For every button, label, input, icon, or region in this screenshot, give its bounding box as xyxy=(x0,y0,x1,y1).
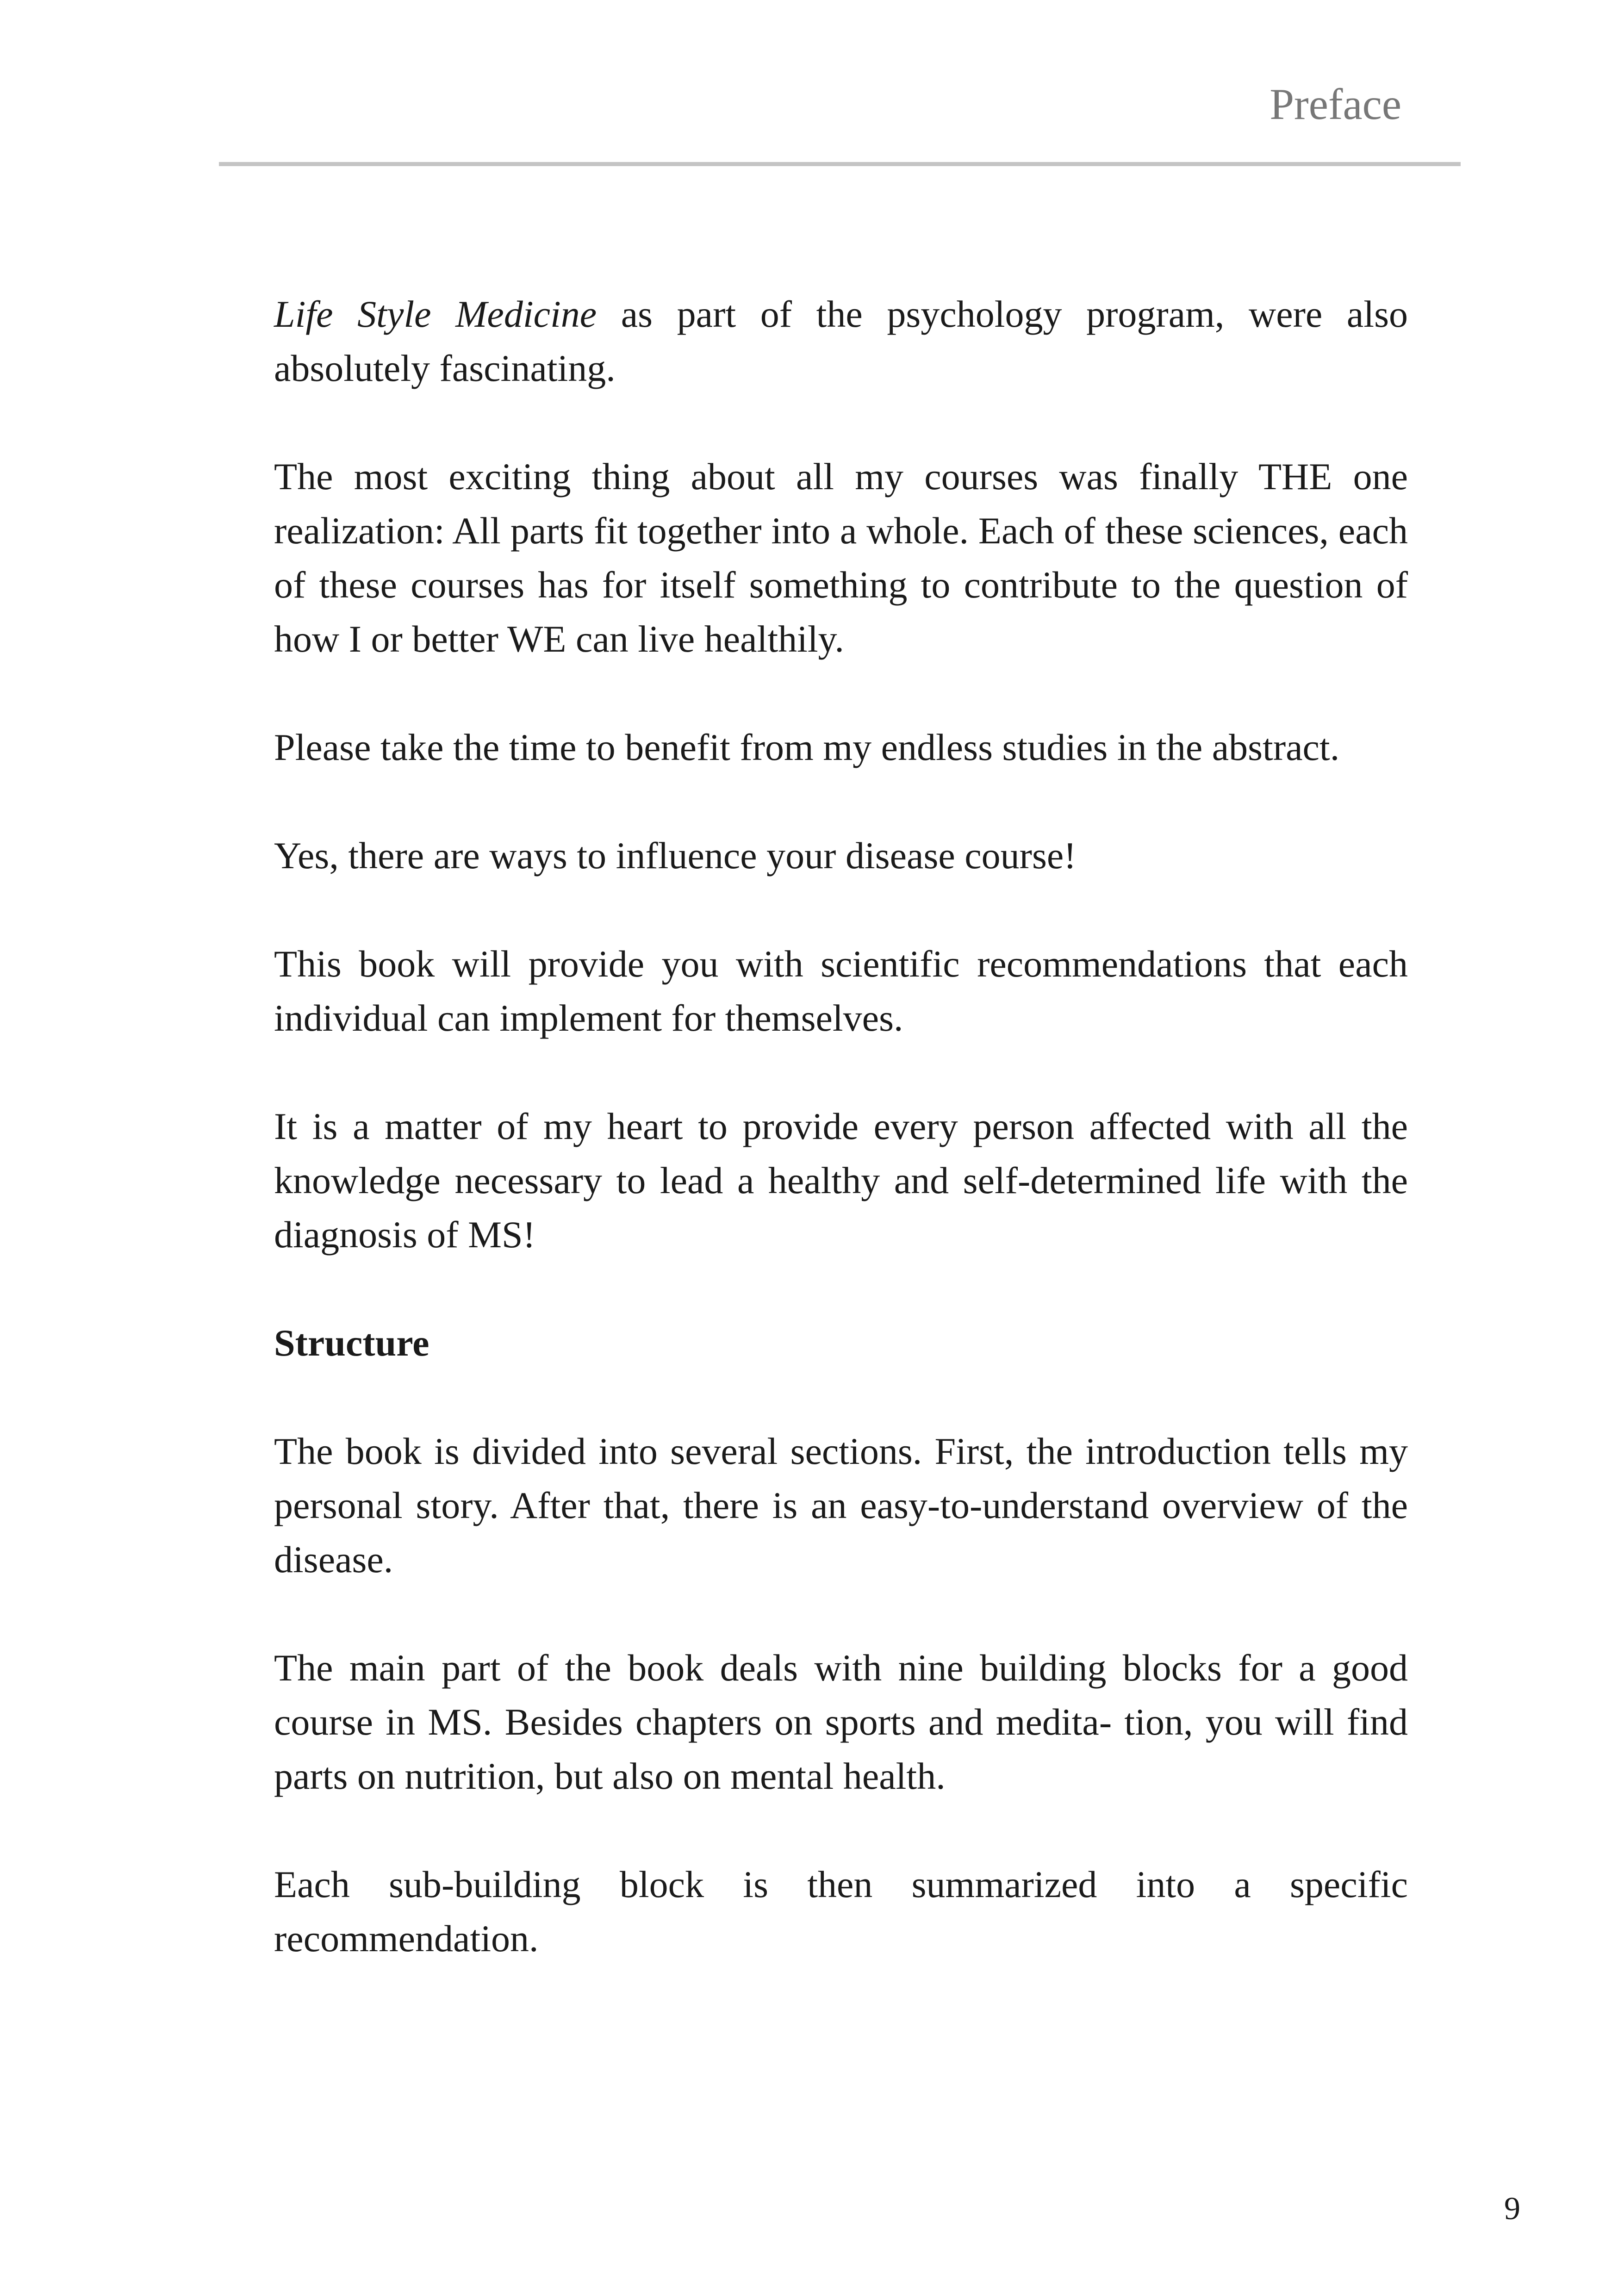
page-number: 9 xyxy=(1504,2191,1520,2227)
paragraph-structure-sections: The book is divided into several sections. First, the introduction tells my personal story. After that, there is an easy-to-understand overview of the disease. xyxy=(274,1430,1408,1580)
paragraph-lifestyle-medicine xyxy=(274,287,1408,395)
paragraph-heart-matter: It is a matter of my heart to provide every person affected with all the knowledge necessary to lead a healthy and self-determined life with the diagnosis of MS! xyxy=(274,1105,1408,1256)
running-header-title: Preface xyxy=(1270,80,1401,129)
section-heading-structure: Structure xyxy=(274,1322,429,1364)
page-body xyxy=(274,287,1408,1966)
paragraph-influence: Yes, there are ways to influence your disease course! xyxy=(274,834,1077,877)
header-divider xyxy=(219,162,1461,166)
paragraph-benefit: Please take the time to benefit from my endless studies in the abstract. xyxy=(274,726,1340,768)
paragraph-building-blocks: The main part of the book deals with nine building blocks for a good course in MS. Besides chapters on sports and medita- tion, you will find parts on nutrition, but also on mental health. xyxy=(274,1647,1408,1797)
paragraph-sub-building-block: Each sub-building block is then summarized into a specific recommendation. xyxy=(274,1863,1408,1960)
italic-term: Life Style Medicine xyxy=(274,293,597,335)
paragraph-recommendations: This book will provide you with scientific recommendations that each individual can implement for themselves. xyxy=(274,943,1408,1039)
paragraph-realization: The most exciting thing about all my courses was finally THE one realization: All parts fit together into a whole. Each of these sciences, each of these courses has for itself something to contribute to the question of how I or better WE can live healthily. xyxy=(274,455,1408,660)
paragraph-text: as part of the psychology program, were also absolutely fascinating. xyxy=(274,293,1408,389)
